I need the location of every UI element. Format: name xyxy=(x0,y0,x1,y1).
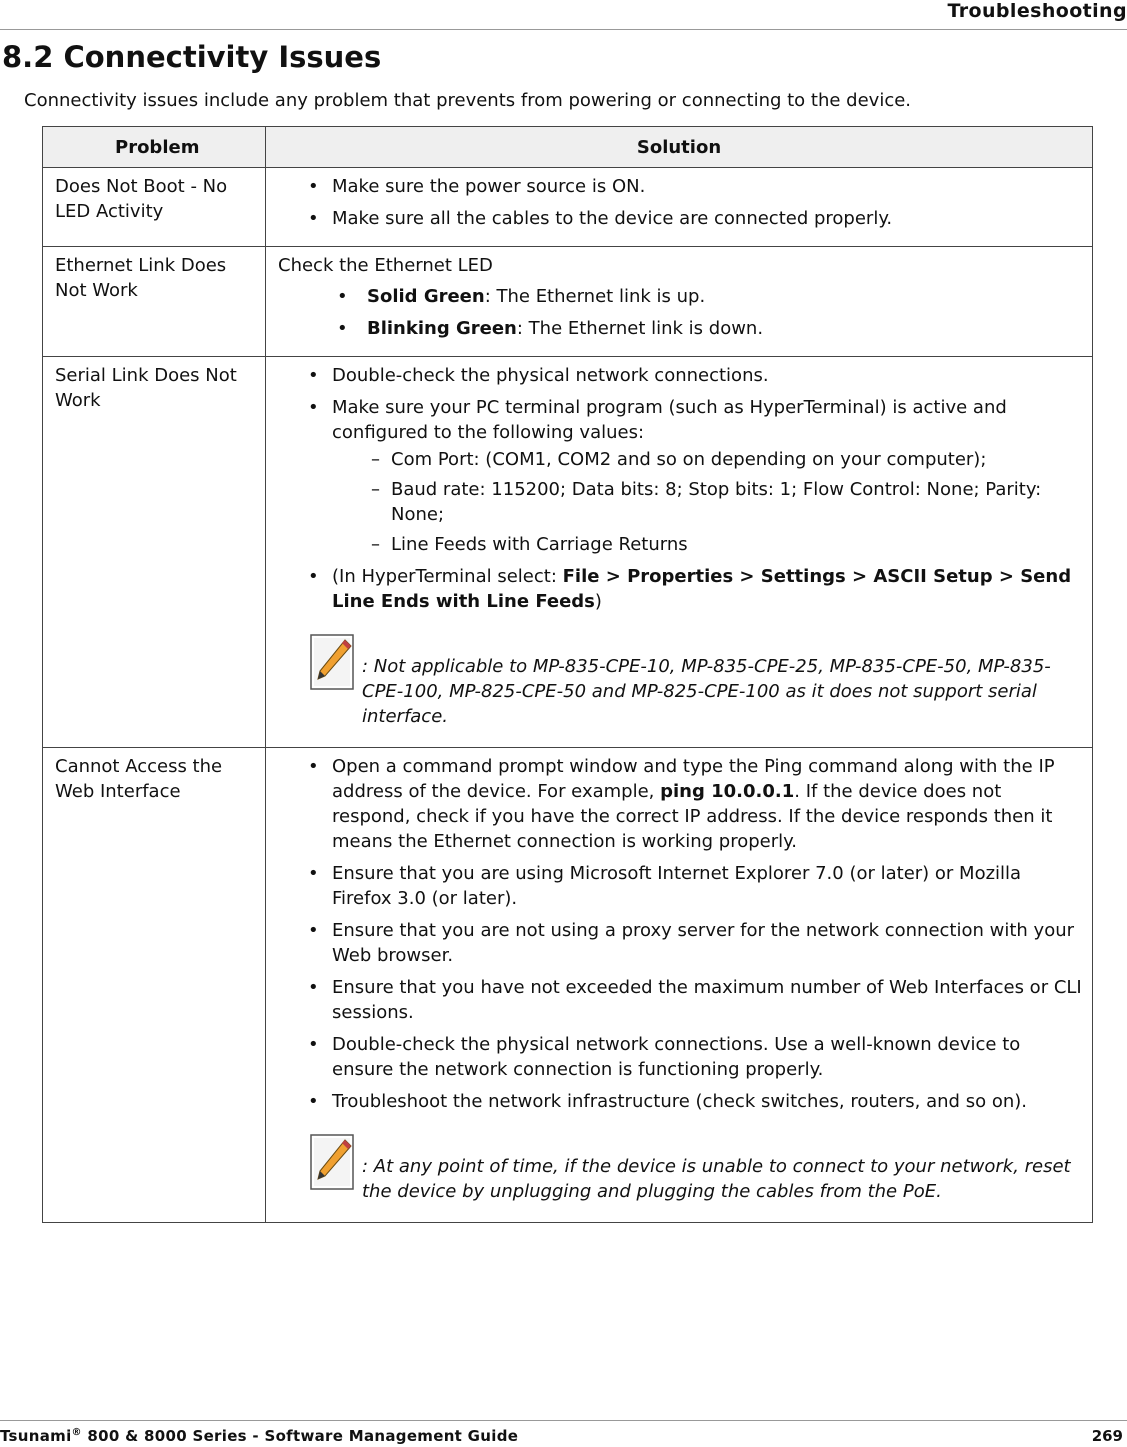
bullet-text: : The Ethernet link is down. xyxy=(516,318,764,339)
sub-item: – Baud rate: 115200; Data bits: 8; Stop bits: 1; Flow Control: None; Parity: None; xyxy=(332,477,1082,527)
running-header: Troubleshooting xyxy=(947,0,1127,22)
note xyxy=(308,1132,1082,1204)
connectivity-table xyxy=(42,126,1093,1223)
bullet-item xyxy=(278,564,1082,614)
table-header-row xyxy=(43,127,1093,168)
bullet-item: • Make sure all the cables to the device are connected properly. xyxy=(278,206,1082,231)
bullet-item xyxy=(278,754,1082,854)
table-row xyxy=(43,247,1093,357)
table-row xyxy=(43,748,1093,1223)
solution-list xyxy=(278,174,1082,231)
solution-list xyxy=(278,363,1082,614)
bullet-item: • Troubleshoot the network infrastructure (check switches, routers, and so on). xyxy=(278,1089,1082,1114)
sub-item: – Com Port: (COM1, COM2 and so on depending on your computer); xyxy=(332,447,1082,472)
section-title: 8.2 Connectivity Issues xyxy=(2,40,382,74)
bullet-text: (In HyperTerminal select: xyxy=(332,566,563,587)
sub-item: – Line Feeds with Carriage Returns xyxy=(332,532,1082,557)
bullet-item: • Double-check the physical network connections. Use a well-known device to ensure the network connection is functioning properly. xyxy=(278,1032,1082,1082)
footer-brand: Tsunami xyxy=(0,1427,72,1445)
solution-lead: Check the Ethernet LED xyxy=(278,255,493,276)
bullet-text: : The Ethernet link is up. xyxy=(484,286,706,307)
problem-cell: Ethernet Link Does Not Work xyxy=(43,247,266,357)
pencil-note-icon xyxy=(308,632,358,692)
solution-list xyxy=(278,754,1082,1114)
bullet-item xyxy=(278,395,1082,557)
registered-mark: ® xyxy=(71,1427,82,1438)
bullet-text: . If the device does not respond, check if you have the correct IP address. If the device responds then it means the Ethernet connection is working properly. xyxy=(332,781,1053,852)
bullet-text: Open a command prompt window and type the Ping command along with the IP address of the device. For example, xyxy=(332,756,1055,802)
solution-list xyxy=(278,284,1082,341)
solution-cell xyxy=(266,247,1093,357)
bullet-bold: Blinking Green xyxy=(367,318,517,339)
menu-path: File > Properties > Settings > ASCII Setup > Send Line Ends with Line Feeds xyxy=(332,566,1072,612)
table-row xyxy=(43,168,1093,247)
sub-list xyxy=(332,447,1082,557)
note-text: : At any point of time, if the device is unable to connect to your network, reset the device by unplugging and plugging the cables from the PoE. xyxy=(362,1156,1071,1202)
bullet-item: • Make sure the power source is ON. xyxy=(278,174,1082,199)
solution-cell xyxy=(266,357,1093,748)
solution-cell xyxy=(266,748,1093,1223)
column-header-problem: Problem xyxy=(43,127,266,168)
bullet-item: • Ensure that you are using Microsoft Internet Explorer 7.0 (or later) or Mozilla Firefox 3.0 (or later). xyxy=(278,861,1082,911)
column-header-solution: Solution xyxy=(266,127,1093,168)
pencil-note-icon xyxy=(308,1132,358,1192)
bullet-item: • Ensure that you are not using a proxy server for the network connection with your Web browser. xyxy=(278,918,1082,968)
problem-cell: Serial Link Does Not Work xyxy=(43,357,266,748)
bullet-item: • Ensure that you have not exceeded the maximum number of Web Interfaces or CLI sessions. xyxy=(278,975,1082,1025)
bullet-item: • Double-check the physical network connections. xyxy=(278,363,1082,388)
ping-command: ping 10.0.0.1 xyxy=(660,781,795,802)
problem-cell: Cannot Access the Web Interface xyxy=(43,748,266,1223)
solution-cell xyxy=(266,168,1093,247)
footer-guide-title: 800 & 8000 Series - Software Management Guide xyxy=(81,1427,519,1445)
section-intro: Connectivity issues include any problem that prevents from powering or connecting to the device. xyxy=(24,90,912,111)
bullet-text: ) xyxy=(594,591,602,612)
bullet-item xyxy=(278,284,1082,309)
page-number: 269 xyxy=(1091,1427,1123,1445)
bullet-bold: Solid Green xyxy=(367,286,485,307)
header-rule xyxy=(0,29,1127,30)
table-row xyxy=(43,357,1093,748)
problem-cell: Does Not Boot - No LED Activity xyxy=(43,168,266,247)
note-text: : Not applicable to MP-835-CPE-10, MP-835-CPE-25, MP-835-CPE-50, MP-835-CPE-100, MP-825-CPE-50 and MP-825-CPE-100 as it does not support serial interface. xyxy=(362,656,1051,727)
bullet-text: Make sure your PC terminal program (such as HyperTerminal) is active and configured to the following values: xyxy=(332,397,1007,443)
bullet-item xyxy=(278,316,1082,341)
footer-rule xyxy=(0,1420,1127,1421)
footer-title xyxy=(0,1427,518,1445)
note xyxy=(308,632,1082,729)
